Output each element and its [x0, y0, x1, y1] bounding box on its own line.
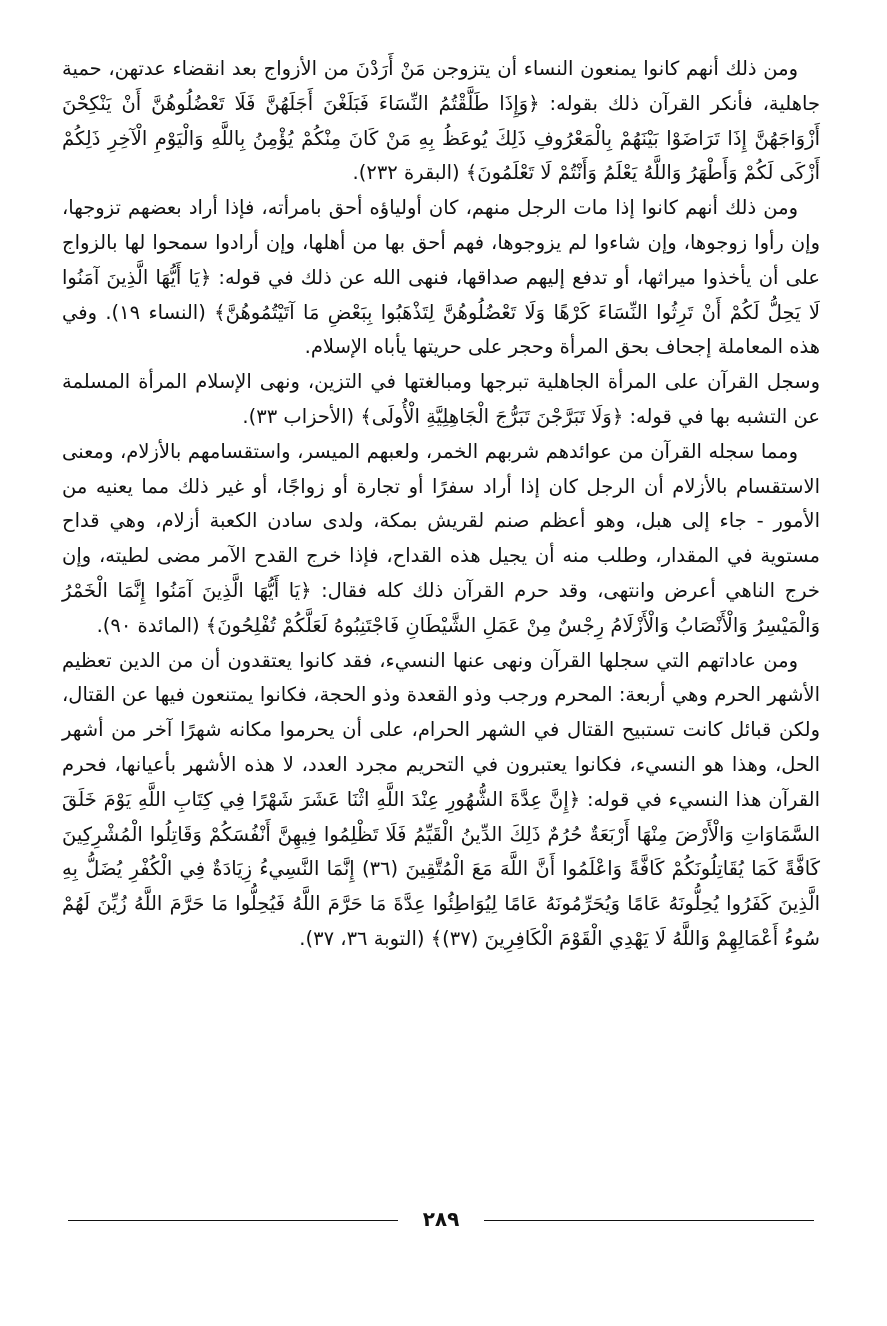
paragraph-tabarruj: وسجل القرآن على المرأة الجاهلية تبرجها ومبالغتها في التزين، ونهى الإسلام المرأة المسلمة عن التشبه بها في قوله: ﴿وَلَا تَبَرَّجْنَ تَبَرُّجَ الْجَاهِلِيَّةِ الْأُولَى﴾ (الأحزاب ٣٣).: [62, 370, 820, 428]
paragraph-marriage-prevention: ومن ذلك أنهم كانوا يمنعون النساء أن يتزوجن مَنْ أَرَدْنَ من الأزواج بعد انقضاء عدتهن، حمية جاهلية، فأنكر القرآن ذلك بقوله: ﴿وَإِذَا طَلَّقْتُمُ النِّسَاءَ فَبَلَغْنَ أَجَلَهُنَّ فَلَا تَعْضُلُوهُنَّ أَنْ يَنْكِحْنَ أَزْوَاجَهُنَّ إِذَا تَرَاضَوْا بَيْنَهُمْ بِالْمَعْرُوفِ ذَلِكَ يُوعَظُ بِهِ مَنْ كَانَ مِنْكُمْ يُؤْمِنُ بِاللَّهِ وَالْيَوْمِ الْآخِرِ ذَلِكُمْ أَزْكَى لَكُمْ وَأَطْهَرُ وَاللَّهُ يَعْلَمُ وَأَنْتُمْ لَا تَعْلَمُونَ﴾ (البقرة ٢٣٢).: [62, 57, 820, 185]
page-body: [62, 52, 820, 957]
paragraph-wine-gambling: ومما سجله القرآن من عوائدهم شربهم الخمر، ولعبهم الميسر، واستقسامهم بالأزلام، ومعنى الاستقسام بالأزلام أن الرجل كان إذا أراد سفرًا أو تجارة أو زواجًا، أو غير ذلك مما يعنيه من الأمور - جاء إلى هبل، وهو أعظم صنم لقريش بمكة، ولدى سادن الكعبة أزلام، وهي قداح مستوية في المقدار، وطلب منه أن يجيل هذه القداح، فإذا خرج القدح الآمر مضى لطيته، وإن خرج الناهي أعرض وانتهى، وقد حرم القرآن ذلك كله فقال: ﴿يَا أَيُّهَا الَّذِينَ آمَنُوا إِنَّمَا الْخَمْرُ وَالْمَيْسِرُ وَالْأَنْصَابُ وَالْأَزْلَامُ رِجْسٌ مِنْ عَمَلِ الشَّيْطَانِ فَاجْتَنِبُوهُ لَعَلَّكُمْ تُفْلِحُونَ﴾ (المائدة ٩٠).: [62, 439, 820, 637]
paragraph-widow-inheritance: ومن ذلك أنهم كانوا إذا مات الرجل منهم، كان أولياؤه أحق بامرأته، فإذا أراد بعضهم تزوجها، وإن رأوا زوجوها، وإن شاءوا لم يزوجوها، فهم أحق بها من أهلها، وإن أرادوا سمحوا لها بالزواج على أن يأخذوا ميراثها، أو تدفع إليهم صداقها، فنهى الله عن ذلك في قوله: ﴿يَا أَيُّهَا الَّذِينَ آمَنُوا لَا يَحِلُّ لَكُمْ أَنْ تَرِثُوا النِّسَاءَ كَرْهًا وَلَا تَعْضُلُوهُنَّ لِتَذْهَبُوا بِبَعْضِ مَا آتَيْتُمُوهُنَّ﴾ (النساء ١٩). وفي هذه المعاملة إجحاف بحق المرأة وحجر على حريتها يأباه الإسلام.: [62, 196, 820, 359]
paragraph-nasi: ومن عاداتهم التي سجلها القرآن ونهى عنها النسيء، فقد كانوا يعتقدون أن من الدين تعظيم الأشهر الحرم وهي أربعة: المحرم ورجب وذو القعدة وذو الحجة، فكانوا يمتنعون فيها عن القتال، ولكن قبائل كانت تستبيح القتال في الشهر الحرام، على أن يحرموا مكانه شهرًا آخر من أشهر الحل، وهذا هو النسيء، فكانوا يعتبرون في التحريم مجرد العدد، لا هذه الأشهر بأعيانها، فحرم القرآن هذا النسيء في قوله: ﴿إِنَّ عِدَّةَ الشُّهُورِ عِنْدَ اللَّهِ اثْنَا عَشَرَ شَهْرًا فِي كِتَابِ اللَّهِ يَوْمَ خَلَقَ السَّمَاوَاتِ وَالْأَرْضَ مِنْهَا أَرْبَعَةٌ حُرُمٌ ذَلِكَ الدِّينُ الْقَيِّمُ فَلَا تَظْلِمُوا فِيهِنَّ أَنْفُسَكُمْ وَقَاتِلُوا الْمُشْرِكِينَ كَافَّةً كَمَا يُقَاتِلُونَكُمْ كَافَّةً وَاعْلَمُوا أَنَّ اللَّهَ مَعَ الْمُتَّقِينَ (٣٦) إِنَّمَا النَّسِيءُ زِيَادَةٌ فِي الْكُفْرِ يُضَلُّ بِهِ الَّذِينَ كَفَرُوا يُحِلُّونَهُ عَامًا وَيُحَرِّمُونَهُ عَامًا لِيُوَاطِئُوا عِدَّةَ مَا حَرَّمَ اللَّهُ فَيُحِلُّوا مَا حَرَّمَ اللَّهُ زُيِّنَ لَهُمْ سُوءُ أَعْمَالِهِمْ وَاللَّهُ لَا يَهْدِي الْقَوْمَ الْكَافِرِينَ (٣٧)﴾ (التوبة ٣٦، ٣٧).: [62, 648, 820, 950]
footer-rule-right: [484, 1220, 814, 1221]
page-footer: [62, 1206, 820, 1236]
page-number: ٢٨٩: [422, 1207, 460, 1231]
